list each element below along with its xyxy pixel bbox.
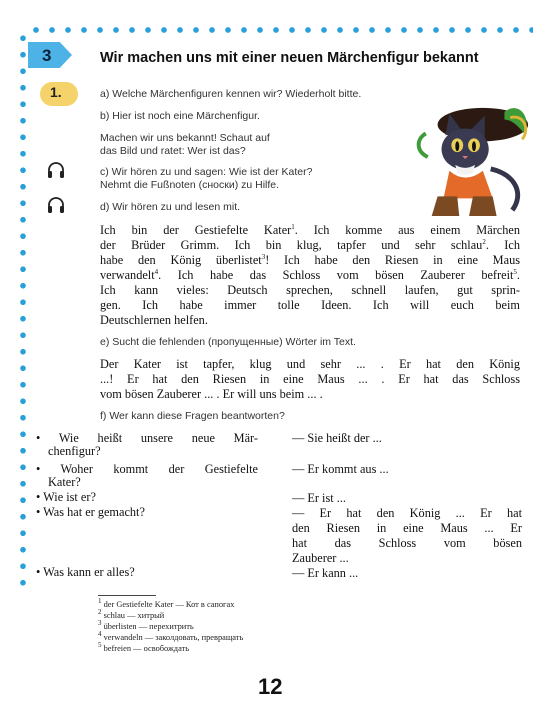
task-c-1: c) Wir hören zu und sagen: Wie ist der Kater? <box>100 166 313 178</box>
task-e: e) Sucht die fehlenden (пропущенные) Wörter im Text. <box>100 336 356 348</box>
footnote-divider <box>98 595 156 596</box>
story-line-7: Deutschlernen helfen. <box>100 313 208 327</box>
left-dot-border <box>19 30 27 590</box>
footnote-2: $^2$ schlau — хитрый <box>98 608 165 620</box>
story-line-3 <box>100 253 520 268</box>
task-a: a) Welche Märchenfiguren kennen wir? Wiederholt bitte. <box>100 88 362 100</box>
puss-in-boots-illustration <box>414 100 532 218</box>
task-d: d) Wir hören zu und lesen mit. <box>100 201 241 213</box>
gap-text-line-3: vom bösen Zauberer ... . Er will uns beim ... . <box>100 387 323 401</box>
question-2-cont: Kater? <box>48 475 81 489</box>
story-line-1 <box>100 223 520 238</box>
footnote-3: $^3$ überlisten — перехитрить <box>98 619 194 631</box>
answer-5: — Er kann ... <box>292 566 359 580</box>
question-3: • Wie ist er? <box>36 490 96 504</box>
footnote-ref: 2 <box>482 237 486 246</box>
task-b-text-1: Machen wir uns bekannt! Schaut auf <box>100 132 270 144</box>
footnote-ref: 4 <box>154 267 159 276</box>
answer-4-line-1: — Er hat den König ... Er hat <box>292 506 522 520</box>
lesson-number: 3 <box>42 46 52 65</box>
story-text: . Ich habe das Schloss vom bösen Zauberer befreit <box>158 268 514 282</box>
story-line-5: Ich kann vieles: Deutsch sprechen, schnell laufen, gut sprin- <box>100 283 520 297</box>
gap-text-line-2: ...! Er hat den Riesen in eine Maus ... . Er hat das Schloss <box>100 372 520 386</box>
answer-4-line-4: Zauberer ... <box>292 551 349 565</box>
story-text: der Brüder Grimm. Ich bin klug, tapfer und sehr schlau <box>100 238 483 252</box>
footnote-4: $^4$ verwandeln — заколдовать, превращать <box>98 630 244 642</box>
headphones-icon <box>46 160 66 180</box>
story-line-6: gen. Ich habe immer tolle Ideen. Ich will euch beim <box>100 298 520 312</box>
footnote-1: $^1$ der Gestiefelte Kater — Кот в сапогах <box>98 597 235 609</box>
story-text: Ich bin der Gestiefelte Kater <box>100 223 292 237</box>
top-dot-border <box>28 26 533 34</box>
story-text: . Ich komme aus einem Märchen <box>294 223 520 237</box>
answer-4-line-3: hat das Schloss vom bösen <box>292 536 522 550</box>
question-5: • Was kann er alles? <box>36 565 135 579</box>
question-2: • Woher kommt der Gestiefelte <box>36 462 258 476</box>
question-1: • Wie heißt unsere neue Mär- <box>36 431 258 445</box>
question-1-cont: chenfigur? <box>48 444 101 458</box>
task-c-2: Nehmt die Fußnoten (сноски) zu Hilfe. <box>100 179 280 191</box>
exercise-number: 1. <box>50 84 62 100</box>
footnote-ref: 5 <box>513 267 517 276</box>
footnote-ref: 1 <box>291 222 295 231</box>
question-4: • Was hat er gemacht? <box>36 505 145 519</box>
footnote-ref: 3 <box>261 252 266 261</box>
story-line-2 <box>100 238 520 253</box>
task-b-text-2: das Bild und ratet: Wer ist das? <box>100 145 246 157</box>
task-f: f) Wer kann diese Fragen beantworten? <box>100 410 285 422</box>
page-number: 12 <box>258 674 283 699</box>
answer-1: — Sie heißt der ... <box>292 431 382 445</box>
answer-3: — Er ist ... <box>292 491 346 505</box>
headphones-icon <box>46 195 66 215</box>
story-text: verwandelt <box>100 268 155 282</box>
story-text: ! Ich habe den Riesen in eine Maus <box>265 253 520 267</box>
story-text: . Ich <box>485 238 520 252</box>
story-line-4 <box>100 268 520 283</box>
story-text: . <box>516 268 520 282</box>
story-text: habe den König überlistet <box>100 253 262 267</box>
footnote-5: $^5$ befreien — освобождать <box>98 641 190 653</box>
answer-4-line-2: den Riesen in eine Maus ... Er <box>292 521 522 535</box>
gap-text-line-1: Der Kater ist tapfer, klug und sehr ... . Er hat den König <box>100 357 520 371</box>
answer-2: — Er kommt aus ... <box>292 462 389 476</box>
task-b: b) Hier ist noch eine Märchenfigur. <box>100 110 260 122</box>
lesson-title: Wir machen uns mit einer neuen Märchenfigur bekannt <box>100 50 479 66</box>
